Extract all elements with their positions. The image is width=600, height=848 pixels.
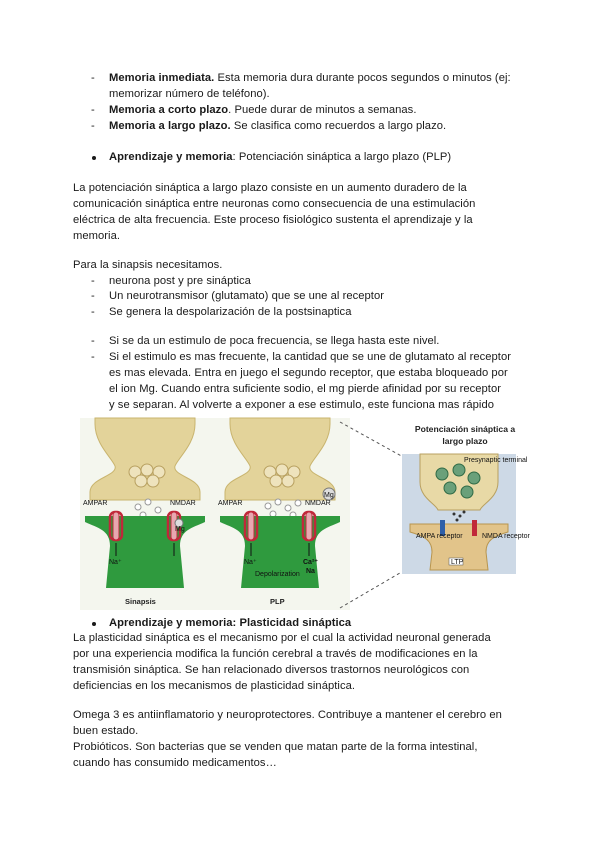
paragraph-line: Probióticos. Son bacterias que se venden que matan parte de la forma intestinal, <box>73 741 478 753</box>
list-item: neurona post y pre sináptica <box>109 275 251 287</box>
paragraph-line: buen estado. <box>73 725 139 737</box>
list-dash: - <box>91 335 95 347</box>
side-figure-title: Potenciación sináptica a largo plazo <box>414 424 516 446</box>
list-item: Si el estimulo es mas frecuente, la cantidad que se une de glutamato al receptor <box>109 351 512 363</box>
na-label: Na⁺ <box>244 559 257 566</box>
list-dash: - <box>91 104 95 116</box>
bullet-dot <box>92 156 96 160</box>
ca-label: Ca²⁺ <box>303 559 318 566</box>
list-item: Si se da un estimulo de poca frecuencia, se llega hasta este nivel. <box>109 335 440 347</box>
list-item-continued: y se separan. Al volverte a exponer a ese estimulo, este funciona mas rápido <box>109 399 495 411</box>
list-dash: - <box>91 351 95 363</box>
paragraph-line: comunicación sináptica entre neuronas como consecuencia de una estimulación <box>73 198 476 210</box>
paragraph-line: La plasticidad sináptica es el mecanismo por el cual la actividad neuronal generada <box>73 632 491 644</box>
nmdar-label: NMDAR <box>170 500 196 507</box>
list-item: Un neurotransmisor (glutamato) que se une al receptor <box>109 290 385 302</box>
list-item: Memoria a corto plazo. Puede durar de minutos a semanas. <box>109 104 417 116</box>
synapse-intro: Para la sinapsis necesitamos. <box>73 259 223 271</box>
ampa-label: AMPA receptor <box>416 533 463 540</box>
zoom-connector <box>330 420 410 610</box>
figure-caption-plp: PLP <box>270 597 285 606</box>
list-item-continued: memorizar número de teléfono). <box>109 88 270 100</box>
na-label: Na⁺ <box>109 559 122 566</box>
paragraph-line: memoria. <box>73 230 121 242</box>
ltp-label: LTP <box>451 559 464 566</box>
depolarization-label: Depolarization <box>255 571 300 578</box>
ampar-label: AMPAR <box>218 500 243 507</box>
nmdar-label: NMDAR <box>305 500 331 507</box>
mg-label: Mg <box>324 492 334 499</box>
list-dash: - <box>91 275 95 287</box>
synapse-diagram <box>80 418 350 610</box>
paragraph-line: transmisión sináptica. Se han relacionado diversos trastornos neurológicos con <box>73 664 470 676</box>
list-dash: - <box>91 120 95 132</box>
list-item: Memoria inmediata. Esta memoria dura durante pocos segundos o minutos (ej: <box>109 72 511 84</box>
mg-label: Mg <box>175 526 185 533</box>
ltp-diagram <box>402 454 530 574</box>
nmda-label: NMDA receptor <box>482 533 530 540</box>
presynaptic-label: Presynaptic terminal <box>464 457 528 464</box>
paragraph-line: La potenciación sináptica a largo plazo consiste en un aumento duradero de la <box>73 182 467 194</box>
paragraph-line: por una experiencia modifica la función cerebral a través de modificaciones en la <box>73 648 478 660</box>
figure-caption-sinapsis: Sinapsis <box>125 597 156 606</box>
section-heading: Aprendizaje y memoria: Potenciación sináptica a largo plazo (PLP) <box>109 151 452 163</box>
list-item: Se genera la despolarización de la postsinaptica <box>109 306 352 318</box>
paragraph-line: eléctrica de alta frecuencia. Este proceso fisiológico sustenta el aprendizaje y la <box>73 214 473 226</box>
paragraph-line: cuando has consumido medicamentos… <box>73 757 277 769</box>
list-dash: - <box>91 306 95 318</box>
section-heading: Aprendizaje y memoria: Plasticidad sináptica <box>109 617 352 629</box>
list-dash: - <box>91 72 95 84</box>
list-dash: - <box>91 290 95 302</box>
list-item-continued: es mas elevada. Entra en juego el segundo receptor, que estaba bloqueado por <box>109 367 508 379</box>
list-item-continued: el ion Mg. Cuando entra suficiente sodio, el mg pierde afinidad por su receptor <box>109 383 502 395</box>
bullet-dot <box>92 622 96 626</box>
paragraph-line: Omega 3 es antiinflamatorio y neuroprotectores. Contribuye a mantener el cerebro en <box>73 709 502 721</box>
ampar-label: AMPAR <box>83 500 108 507</box>
paragraph-line: deficiencias en los mecanismos de plasticidad sináptica. <box>73 680 356 692</box>
list-item: Memoria a largo plazo. Se clasifica como recuerdos a largo plazo. <box>109 120 447 132</box>
na2-label: Na <box>306 568 315 575</box>
